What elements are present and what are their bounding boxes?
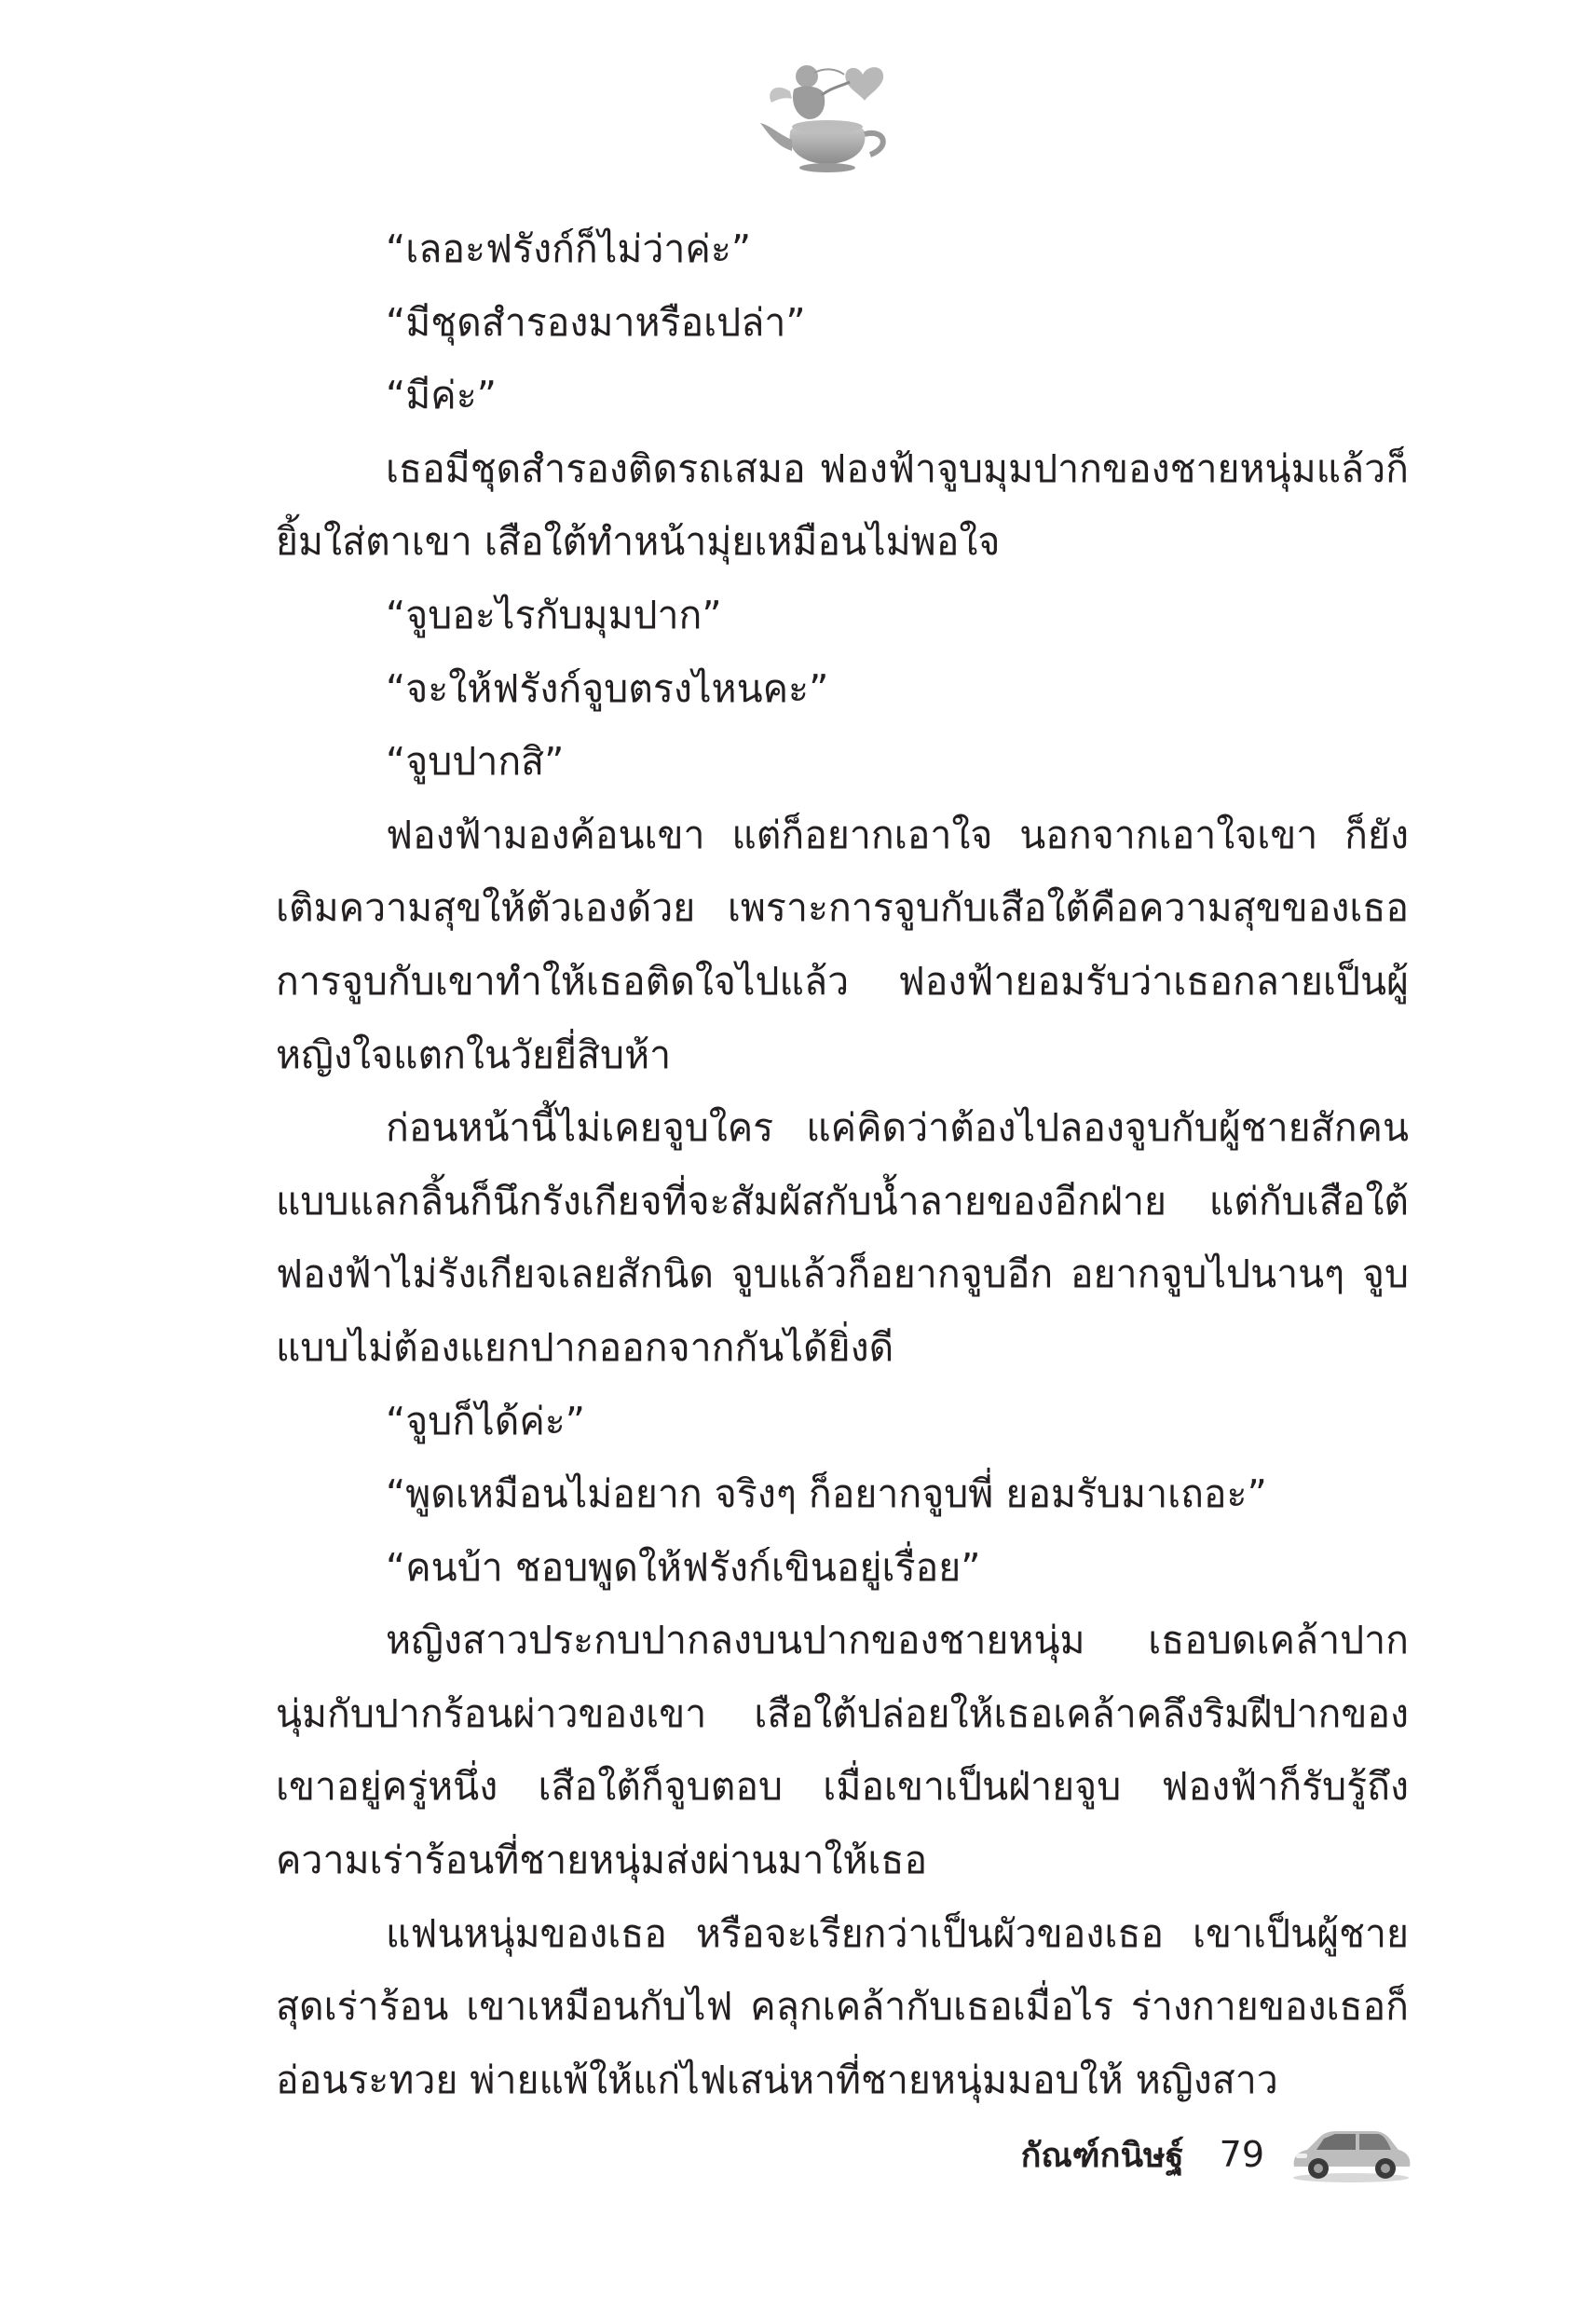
paragraph: “คนบ้า ชอบพูดให้ฟรังก์เขินอยู่เรื่อย”: [386, 1544, 981, 1590]
paragraph: “จูบปากสิ”: [386, 739, 565, 785]
page-footer: [1021, 2117, 1413, 2192]
paragraph: “จูบอะไรกับมุมปาก”: [386, 592, 722, 637]
paragraph: “จะให้ฟรังก์จูบตรงไหนคะ”: [386, 665, 829, 711]
paragraph: หญิงสาวประกบปากลงบนปากของชายหนุ่ม เธอบดเคล้าปากนุ่มกับปากร้อนผ่าวของเขา เสือใต้ปล่อยให้เธอเคล้าคลึงริมฝีปากของเขาอยู่ครู่หนึ่ง เสือใต้ก็จูบตอบ เมื่อเขาเป็นฝ่ายจูบ ฟองฟ้าก็รับรู้ถึงความเร่าร้อนที่ชายหนุ่มส่งผ่านมาให้เธอ: [276, 1618, 1409, 1883]
cupid-teapot-ornament-icon: [753, 54, 902, 177]
story-text: [276, 212, 1409, 2116]
page-number: 79: [1219, 2134, 1264, 2175]
paragraph: ฟองฟ้ามองค้อนเขา แต่ก็อยากเอาใจ นอกจากเอาใจเขา ก็ยังเติมความสุขให้ตัวเองด้วย เพราะการจูบกับเสือใต้คือความสุขของเธอ การจูบกับเขาทำให้เธอติดใจไปแล้ว ฟองฟ้ายอมรับว่าเธอกลายเป็นผู้หญิงใจแตกในวัยยี่สิบห้า: [276, 812, 1409, 1077]
paragraph: แฟนหนุ่มของเธอ หรือจะเรียกว่าเป็นผัวของเธอ เขาเป็นผู้ชายสุดเร่าร้อน เขาเหมือนกับไฟ คลุกเคล้ากับเธอเมื่อไร ร่างกายของเธอก็อ่อนระทวย พ่ายแพ้ให้แก่ไฟเสน่หาที่ชายหนุ่มมอบให้ หญิงสาว: [276, 1910, 1409, 2102]
paragraph: “มีชุดสำรองมาหรือเปล่า”: [386, 299, 806, 345]
car-icon: [1289, 2126, 1413, 2183]
paragraph: “จูบก็ได้ค่ะ”: [386, 1398, 586, 1443]
paragraph: “พูดเหมือนไม่อยาก จริงๆ ก็อยากจูบพี่ ยอมรับมาเถอะ”: [386, 1471, 1267, 1517]
paragraph: “เลอะฟรังก์ก็ไม่ว่าค่ะ”: [386, 226, 752, 271]
book-title: กัณฑ์กนิษฐ์: [1020, 2136, 1184, 2175]
paragraph: “มีค่ะ”: [386, 373, 497, 418]
paragraph: ก่อนหน้านี้ไม่เคยจูบใคร แค่คิดว่าต้องไปลองจูบกับผู้ชายสักคนแบบแลกลิ้นก็นึกรังเกียจที่จะสัมผัสกับน้ำลายของอีกฝ่าย แต่กับเสือใต้ฟองฟ้าไม่รังเกียจเลยสักนิด จูบแล้วก็อยากจูบอีก อยากจูบไปนานๆ จูบแบบไม่ต้องแยกปากออกจากกันได้ยิ่งดี: [276, 1105, 1409, 1370]
paragraph: เธอมีชุดสำรองติดรถเสมอ ฟองฟ้าจูบมุมปากของชายหนุ่มแล้วก็ยิ้มใส่ตาเขา เสือใต้ทำหน้ามุ่ยเหมือนไม่พอใจ: [276, 445, 1409, 565]
